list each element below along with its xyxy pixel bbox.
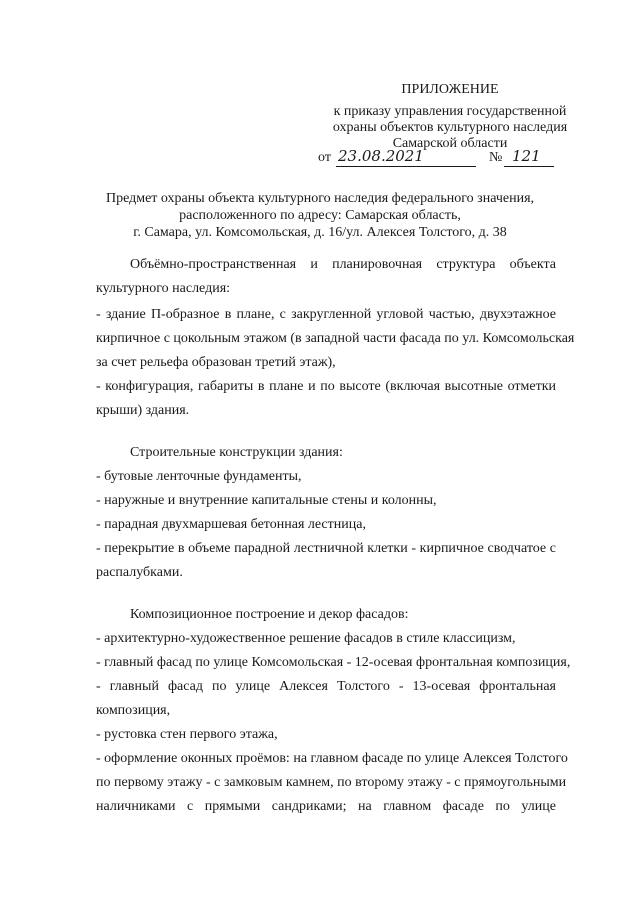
- appendix-order-line: к приказу управления государственной: [333, 104, 567, 119]
- section1-line: кирпичное с цокольным этажом (в западной части фасада по ул. Комсомольская: [96, 331, 575, 346]
- subject-line-1: Предмет охраны объекта культурного наследия федерального значения,: [105, 191, 535, 206]
- number-label: №: [489, 150, 503, 165]
- section3-line: - главный фасад по улице Алексея Толстого - 13-осевая фронтальная: [96, 679, 556, 694]
- section2-line: - бутовые ленточные фундаменты,: [96, 469, 302, 484]
- subject-line-3: г. Самара, ул. Комсомольская, д. 16/ул. Алексея Толстого, д. 38: [133, 225, 507, 240]
- section2-line: - перекрытие в объеме парадной лестничной клетки - кирпичное сводчатое с: [96, 541, 556, 556]
- appendix-authority-line: охраны объектов культурного наследия: [332, 120, 568, 135]
- section1-line: за счет рельефа образован третий этаж),: [96, 355, 336, 370]
- section3-line: - рустовка стен первого этажа,: [96, 727, 278, 742]
- number-underline: [504, 166, 554, 167]
- section3-line: - оформление оконных проёмов: на главном фасаде по улице Алексея Толстого: [96, 751, 568, 766]
- appendix-title: ПРИЛОЖЕНИЕ: [401, 82, 499, 97]
- section1-line: - конфигурация, габариты в плане и по высоте (включая высотные отметки: [96, 379, 556, 394]
- section1-line: - здание П-образное в плане, с закругленной угловой частью, двухэтажное: [96, 307, 556, 322]
- from-label: от: [318, 150, 331, 165]
- section3-heading: Композиционное построение и декор фасадов:: [130, 607, 409, 622]
- section2-line: - наружные и внутренние капитальные стены и колонны,: [96, 493, 437, 508]
- section3-line: - главный фасад по улице Комсомольская - 12-осевая фронтальная композиция,: [96, 655, 571, 670]
- handwritten-number: 121: [512, 147, 541, 165]
- section1-heading: Объёмно-пространственная и планировочная структура объекта: [130, 257, 556, 272]
- section2-heading: Строительные конструкции здания:: [130, 445, 343, 460]
- date-underline: [336, 166, 476, 167]
- order-date-number-line: [318, 149, 558, 167]
- section3-line: - архитектурно-художественное решение фасадов в стиле классицизм,: [96, 631, 516, 646]
- section1-line: крыши) здания.: [96, 403, 190, 418]
- subject-line-2: расположенного по адресу: Самарская область,: [179, 208, 461, 223]
- handwritten-date: 23.08.2021: [338, 147, 424, 165]
- section3-line: композиция,: [96, 703, 171, 718]
- section3-line: наличниками с прямыми сандриками; на главном фасаде по улице: [96, 799, 556, 814]
- section1-line: культурного наследия:: [96, 281, 231, 296]
- section3-line: по первому этажу - с замковым камнем, по второму этажу - с прямоугольными: [96, 775, 567, 790]
- appendix-region-line: Самарской области: [392, 136, 508, 151]
- section2-line: распалубками.: [96, 565, 183, 580]
- section2-line: - парадная двухмаршевая бетонная лестница,: [96, 517, 366, 532]
